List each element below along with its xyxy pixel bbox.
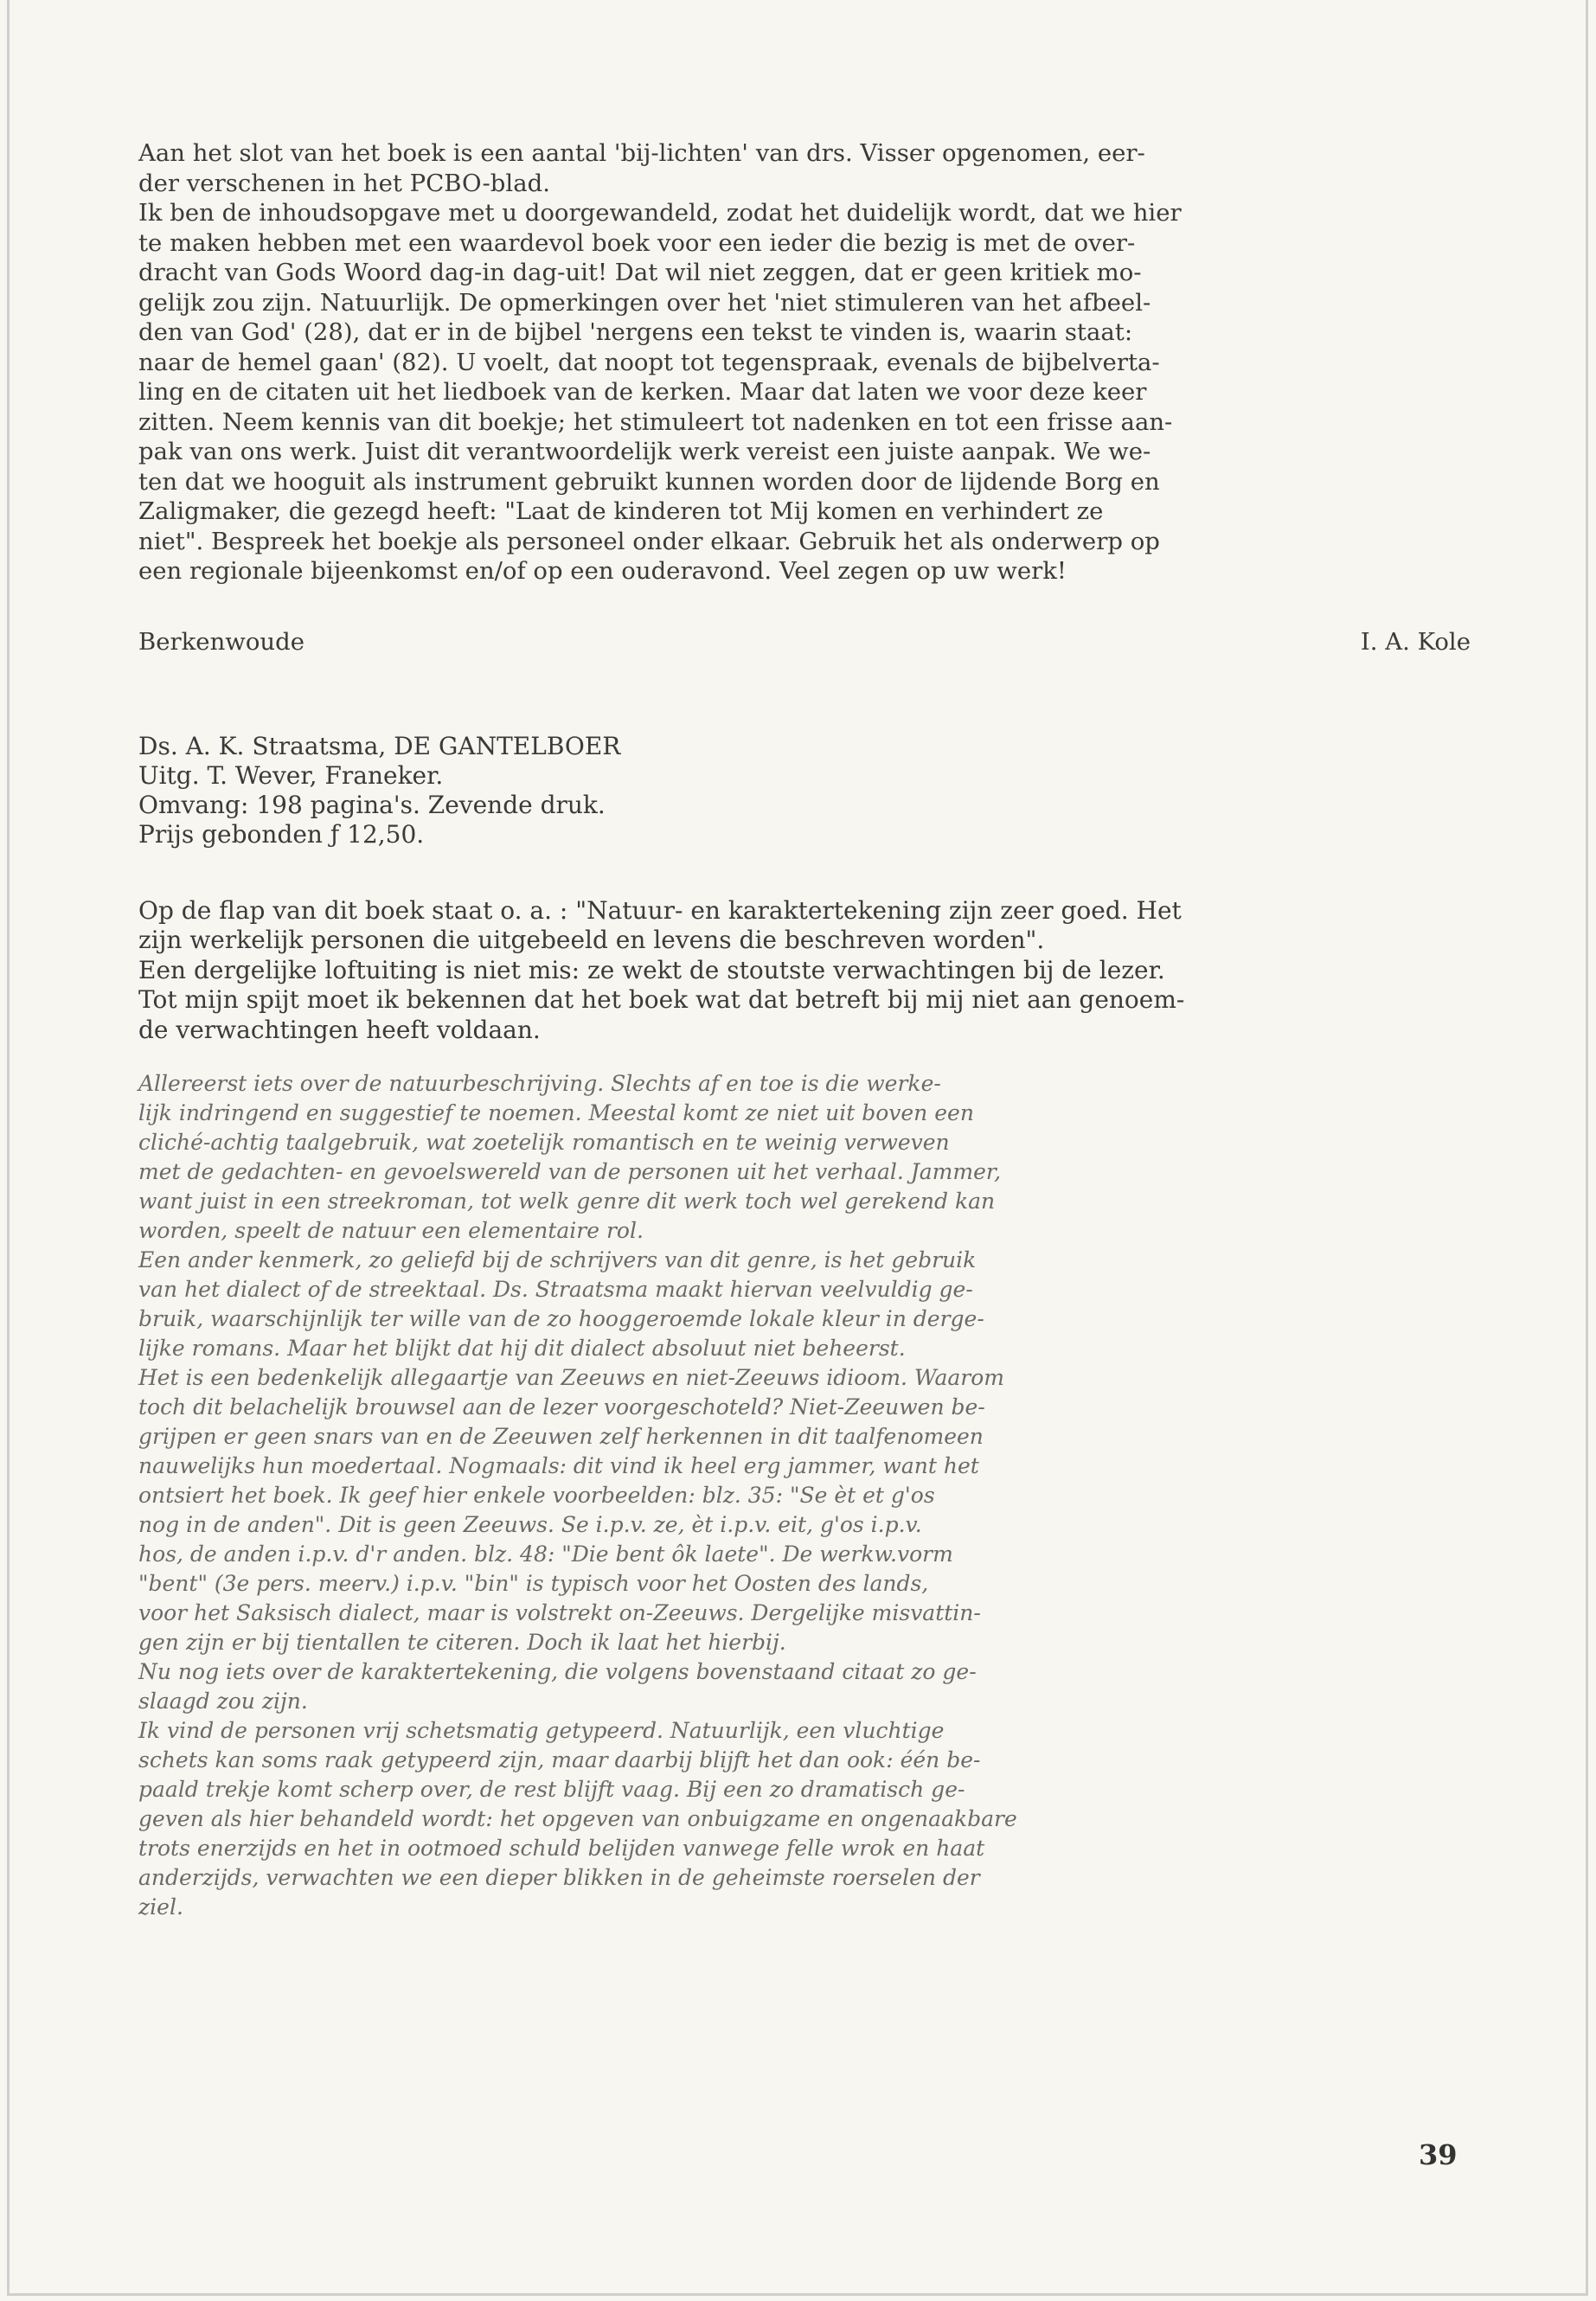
typed-paragraph: Allereerst iets over de natuurbeschrijving. Slechts af en toe is die werke- lijk indringend en suggestief te noemen. Meestal komt ze niet uit boven een cliché-achtig taalgebruik, wat zoetelijk romantisch en te weinig verweven met de gedachten- en gevoelswereld van de personen uit het verhaal. Jammer, want juist in een streekroman, tot welk genre dit werk toch wel gerekend kan worden, speelt de natuur een elementaire rol.	[138, 1071, 1002, 1243]
book-publisher: Uitg. T. Wever, Franeker.	[138, 760, 444, 790]
signature-row	[138, 628, 1471, 656]
signature-place: Berkenwoude	[138, 627, 304, 656]
book-price: Prijs gebonden ƒ 12,50.	[138, 819, 425, 849]
typed-paragraph: Ik vind de personen vrij schetsmatig getypeerd. Natuurlijk, een vluchtige schets kan soms raak getypeerd zijn, maar daarbij blijft het dan ook: één be- paald trekje komt scherp over, de rest blijft vaag. Bij een zo dramatisch ge- geven als hier behandeld wordt: het opgeven van onbuigzame en ongenaakbare trots enerzijds en het in ootmoed schuld belijden vanwege felle wrok en haat anderzijds, verwachten we een dieper blikken in de geheimste roerselen der ziel.	[138, 1718, 1017, 1920]
intro-paragraph: Aan het slot van het boek is een aantal 'bij-lichten' van drs. Visser opgenomen, eer- der verschenen in het PCBO-blad. Ik ben de inhoudsopgave met u doorgewandeld, zodat het duidelijk wordt, dat we hier te maken hebben met een waardevol boek voor een ieder die bezig is met de over- dracht van Gods Woord dag-in dag-uit! Dat wil niet zeggen, dat er geen kritiek mo- gelijk zou zijn. Natuurlijk. De opmerkingen over het 'niet stimuleren van het afbeel- den van God' (28), dat er in de bijbel 'nergens een tekst te vinden is, waarin staat: naar de hemel gaan' (82). U voelt, dat noopt tot tegenspraak, evenals de bijbelverta- ling en de citaten uit het liedboek van de kerken. Maar dat laten we voor deze keer zitten. Neem kennis van dit boekje; het stimuleert tot nadenken en tot een frisse aan- pak van ons werk. Juist dit verantwoordelijk werk vereist een juiste aanpak. We we- ten dat we hooguit als instrument gebruikt kunnen worden door de lijdende Borg en Zaligmaker, die gezegd heeft: "Laat de kinderen tot Mij komen en verhindert ze niet". Bespreek het boekje als personeel onder elkaar. Gebruik het als onderwerp op een regionale bijeenkomst en/of op een ouderavond. Veel zegen op uw werk!	[138, 139, 1182, 585]
review-intro: Op de flap van dit boek staat o. a. : "Natuur- en karaktertekening zijn zeer goed. Het zijn werkelijk personen die uitgebeeld en levens die beschreven worden". Een dergelijke loftuiting is niet mis: ze wekt de stoutste verwachtingen bij de lezer. Tot mijn spijt moet ik bekennen dat het boek wat dat betreft bij mij niet aan genoem- de verwachtingen heeft voldaan.	[138, 895, 1185, 1044]
page-number: 39	[1419, 2138, 1458, 2171]
page-content	[138, 138, 1471, 1922]
typed-paragraph: Een ander kenmerk, zo geliefd bij de schrijvers van dit genre, is het gebruik van het dialect of de streektaal. Ds. Straatsma maakt hiervan veelvuldig ge- bruik, waarschijnlijk ter wille van de zo hooggeroemde lokale kleur in derge- lijke romans. Maar het blijkt dat hij dit dialect absoluut niet beheerst.	[138, 1247, 984, 1361]
book-title: Ds. A. K. Straatsma, DE GANTELBOER	[138, 731, 621, 760]
signature-author: I. A. Kole	[1360, 627, 1471, 656]
book-header	[138, 732, 1471, 849]
book-pages: Omvang: 198 pagina's. Zevende druk.	[138, 790, 606, 819]
typed-paragraph: Nu nog iets over de karaktertekening, die volgens bovenstaand citaat zo ge- slaagd zou zijn.	[138, 1659, 977, 1714]
typed-paragraph: Het is een bedenkelijk allegaartje van Zeeuws en niet-Zeeuws idioom. Waarom toch dit belachelijk brouwsel aan de lezer voorgeschoteld? Niet-Zeeuwen be- grijpen er geen snars van en de Zeeuwen zelf herkennen in dit taalfenomeen nauwelijks hun moedertaal. Nogmaals: dit vind ik heel erg jammer, want het ontsiert het boek. Ik geef hier enkele voorbeelden: blz. 35: "Se èt et g'os nog in de anden". Dit is geen Zeeuws. Se i.p.v. ze, èt i.p.v. eit, g'os i.p.v. hos, de anden i.p.v. d'r anden. blz. 48: "Die bent ôk laete". De werkw.vorm "bent" (3e pers. meerv.) i.p.v. "bin" is typisch voor het Oosten des lands, voor het Saksisch dialect, maar is volstrekt on-Zeeuws. Dergelijke misvattin- gen zijn er bij tientallen te citeren. Doch ik laat het hierbij.	[138, 1365, 1004, 1655]
